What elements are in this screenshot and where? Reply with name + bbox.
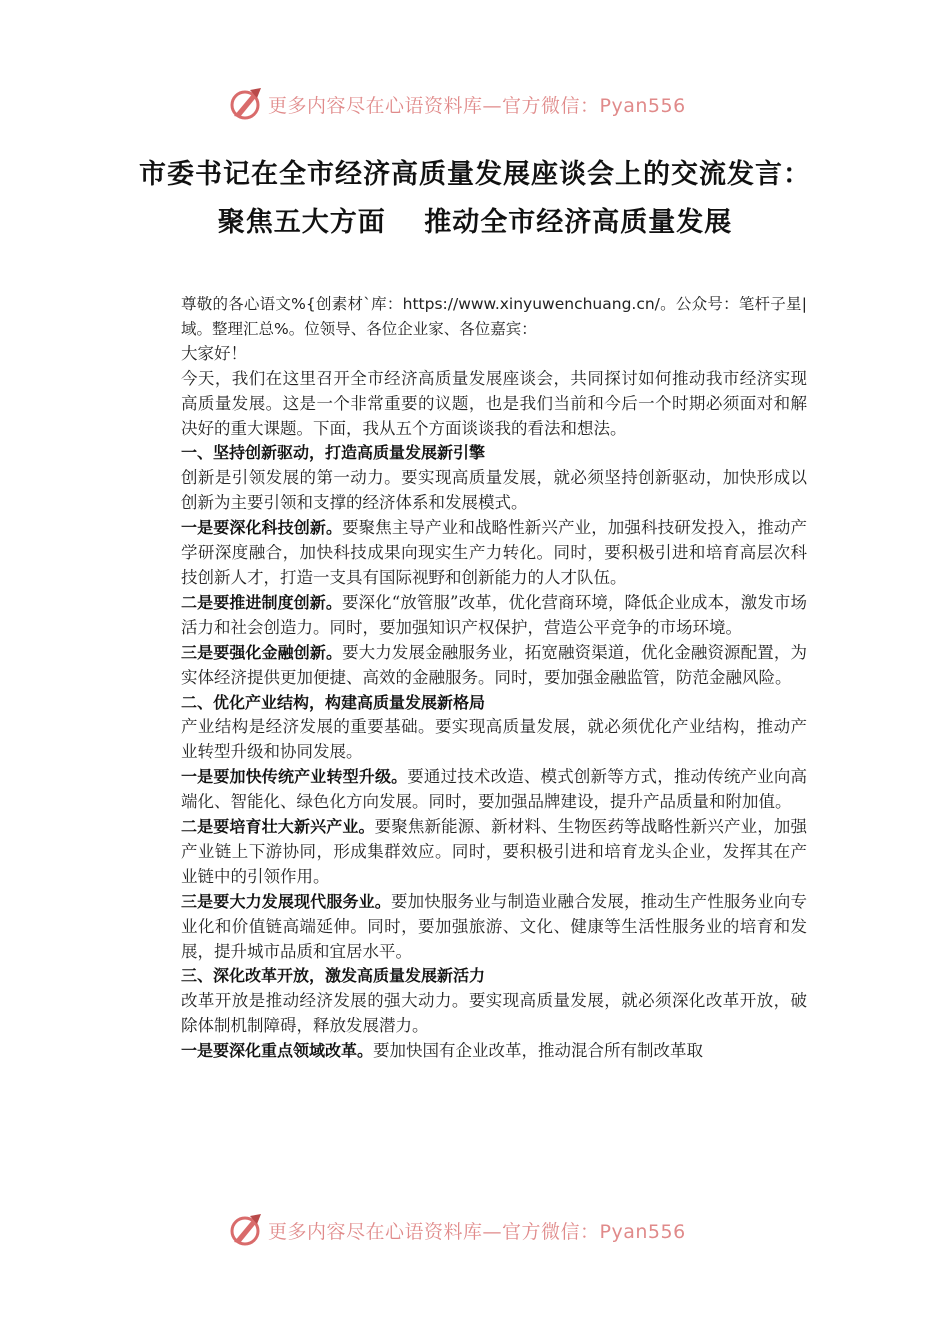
document-body: [181, 292, 807, 1064]
section-1-intro: 创新是引领发展的第一动力。要实现高质量发展，就必须坚持创新驱动，加快形成以创新为主要引领和支撑的经济体系和发展模式。: [181, 468, 807, 513]
section-3-heading: 三、深化改革开放，激发高质量发展新活力: [181, 966, 486, 986]
section-1-point-2: 二是要推进制度创新。要深化“放管服”改革，优化营商环境，降低企业成本，激发市场活力和社会创造力。同时，要加强知识产权保护，营造公平竞争的市场环境。: [181, 592, 807, 637]
document-title-line-2: 聚焦五大方面 推动全市经济高质量发展: [217, 207, 733, 238]
section-1-point-3: 三是要强化金融创新。要大力发展金融服务业，拓宽融资渠道，优化金融资源配置，为实体经济提供更加便捷、高效的金融服务。同时，要加强金融监管，防范金融风险。: [181, 642, 807, 687]
section-2-intro: 产业结构是经济发展的重要基础。要实现高质量发展，就必须优化产业结构，推动产业转型升级和协同发展。: [181, 717, 807, 762]
section-2-point-1: 一是要加快传统产业转型升级。要通过技术改造、模式创新等方式，推动传统产业向高端化、智能化、绿色化方向发展。同时，要加强品牌建设，提升产品质量和附加值。: [181, 767, 807, 812]
quill-logo-icon: [228, 1212, 264, 1248]
section-1-point-1: 一是要深化科技创新。要聚焦主导产业和战略性新兴产业，加强科技研发投入，推动产学研深度融合，加快科技成果向现实生产力转化。同时，要积极引进和培育高层次科技创新人才，打造一支具有国际视野和创新能力的人才队伍。: [181, 518, 807, 587]
section-1-heading: 一、坚持创新驱动，打造高质量发展新引擎: [181, 443, 486, 463]
watermark-banner-top: [228, 84, 728, 124]
watermark-banner-bottom: [228, 1210, 728, 1250]
quill-logo-icon: [228, 86, 264, 122]
document-title-line-1: 市委书记在全市经济高质量发展座谈会上的交流发言：: [139, 159, 811, 190]
section-2-point-3: 三是要大力发展现代服务业。要加快服务业与制造业融合发展，推动生产性服务业向专业化和价值链高端延伸。同时，要加强旅游、文化、健康等生活性服务业的培育和发展，提升城市品质和宜居水平。: [181, 891, 807, 961]
salutation: 尊敬的各心语文%{创素材`库：https://www.xinyuwenchuang.cn/。公众号：笔杆子星|域。整理汇总%。位领导、各位企业家、各位嘉宾：: [181, 295, 807, 338]
watermark-text: 更多内容尽在心语资料库—官方微信：Pyan556: [268, 1220, 686, 1243]
section-3-point-1: 一是要深化重点领域改革。要加快国有企业改革，推动混合所有制改革取: [181, 1041, 704, 1061]
section-3-intro: 改革开放是推动经济发展的强大动力。要实现高质量发展，就必须深化改革开放，破除体制机制障碍，释放发展潜力。: [181, 991, 807, 1036]
section-2-point-2: 二是要培育壮大新兴产业。要聚焦新能源、新材料、生物医药等战略性新兴产业，加强产业链上下游协同，形成集群效应。同时，要积极引进和培育龙头企业，发挥其在产业链中的引领作用。: [181, 817, 807, 886]
section-2-heading: 二、优化产业结构，构建高质量发展新格局: [181, 692, 486, 712]
intro-paragraph: 今天，我们在这里召开全市经济高质量发展座谈会，共同探讨如何推动我市经济实现高质量发展。这是一个非常重要的议题，也是我们当前和今后一个时期必须面对和解决好的重大课题。下面，我从五个方面谈谈我的看法和想法。: [181, 368, 807, 438]
watermark-text: 更多内容尽在心语资料库—官方微信：Pyan556: [268, 94, 686, 117]
greeting-hello: 大家好！: [181, 343, 247, 363]
